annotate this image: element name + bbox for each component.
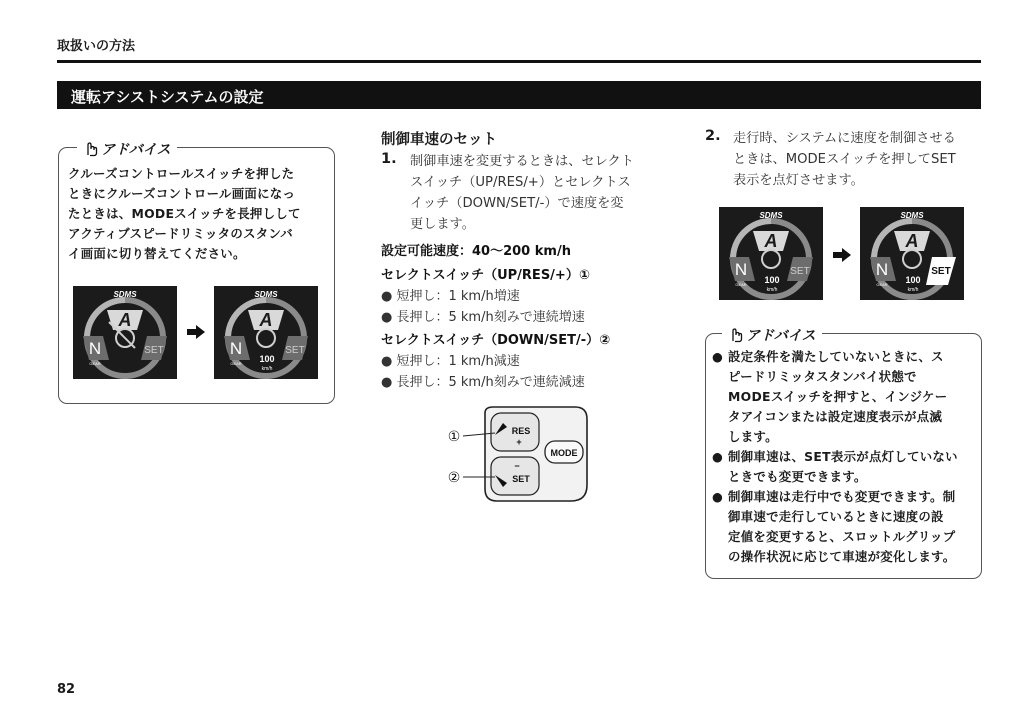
gear-small-label: GEAR	[876, 282, 888, 287]
step1-number: 1.	[381, 151, 397, 167]
advice-label-right	[722, 325, 822, 345]
gear-small-label: GEAR	[230, 361, 242, 366]
advice-label-text: アドバイス	[101, 142, 171, 158]
step1-line: スイッチ（UP/RES/+）とセレクトス	[410, 175, 631, 190]
advice-line: イ画面に切り替えてください。	[68, 246, 246, 261]
step1-line: 制御車速を変更するときは、セレクト	[410, 154, 634, 169]
set-indicator: SET	[285, 345, 305, 356]
speed-unit: km/h	[907, 287, 919, 293]
advice-line: 御車速で走行しているときに速度の設	[728, 509, 944, 524]
gear-letter: N	[734, 260, 748, 279]
gear-small-label: GEAR	[89, 361, 101, 366]
header-title: 取扱いの方法	[57, 39, 136, 54]
advice-bullet	[712, 447, 978, 487]
gear-letter: N	[875, 260, 889, 279]
set-indicator-lit: SET	[931, 266, 951, 277]
middle-heading: 制御車速のセット	[381, 132, 497, 148]
select-switch-diagram	[445, 405, 595, 505]
down-bullet: ● 長押し：5 km/h刻みで連続減速	[381, 375, 585, 390]
down-bullet-text: 長押し：5 km/h刻みで連続減速	[396, 375, 585, 390]
mode-button-label: MODE	[550, 448, 578, 458]
down-bullet: ● 短押し：1 km/h減速	[381, 354, 520, 369]
section-bar	[57, 81, 981, 109]
meter-display-set-on	[860, 207, 964, 300]
callout-1: ①	[447, 429, 461, 445]
advice-label-text: アドバイス	[746, 328, 816, 344]
advice-line: します。	[728, 429, 778, 444]
minus-label: −	[514, 461, 520, 471]
set-indicator: SET	[790, 266, 810, 277]
step1-line: イッチ（DOWN/SET/-）で速度を変	[410, 196, 624, 211]
advice-line: アクティブスピードリミッタのスタンバ	[68, 226, 293, 241]
advice-line: ピードリミッタスタンバイ状態で	[728, 369, 917, 384]
callout-2: ②	[447, 470, 461, 486]
advice-line: 制御車速は、SET表示が点灯していない	[728, 449, 958, 464]
advice-line: ときにクルーズコントロール画面になっ	[68, 186, 296, 201]
advice-line: クルーズコントロールスイッチを押した	[68, 166, 295, 181]
advice-line: ときでも変更できます。	[728, 469, 867, 484]
mode-letter: A	[118, 310, 132, 330]
speed-unit: km/h	[261, 366, 273, 372]
up-bullet: ● 長押し：5 km/h刻みで連続増速	[381, 310, 585, 325]
meter-display-speed	[214, 286, 318, 379]
speed-unit: km/h	[766, 287, 778, 293]
brand-label: SDMS	[900, 211, 924, 220]
header-rule	[57, 60, 981, 63]
pointing-hand-icon	[83, 141, 99, 157]
bullet-dot: ●	[712, 349, 724, 364]
section-title: 運転アシストシステムの設定	[71, 88, 264, 106]
gear-letter: N	[88, 339, 102, 358]
set-indicator: SET	[144, 345, 164, 356]
meter-display-standby	[73, 286, 177, 379]
speed-value: 100	[905, 275, 921, 285]
advice-line: タアイコンまたは設定速度表示が点滅	[728, 409, 943, 424]
arrow-right-icon	[187, 325, 205, 339]
bullet-dot: ●	[712, 489, 724, 504]
speed-range: 設定可能速度：40〜200 km/h	[381, 244, 571, 259]
advice-line: MODEスイッチを押すと、インジケー	[728, 389, 948, 404]
brand-label: SDMS	[254, 290, 278, 299]
advice-line: 設定条件を満たしていないときに、ス	[728, 349, 944, 364]
mode-letter: A	[764, 231, 778, 251]
advice-bullet	[712, 487, 978, 567]
speed-value: 100	[259, 354, 275, 364]
down-bullet-text: 短押し：1 km/h減速	[396, 354, 520, 369]
step2-number: 2.	[705, 128, 721, 144]
up-bullet: ● 短押し：1 km/h増速	[381, 289, 520, 304]
arrow-right-icon	[833, 248, 851, 262]
step2-line: ときは、MODEスイッチを押してSET	[733, 152, 956, 167]
speed-value: 100	[764, 275, 780, 285]
advice-bullet	[712, 347, 978, 447]
up-switch-label: セレクトスイッチ（UP/RES/+）①	[381, 268, 590, 283]
advice-line: 定値を変更すると、スロットルグリップ	[728, 529, 956, 544]
advice-line: たときは、MODEスイッチを長押しして	[68, 206, 301, 221]
res-label: RES	[511, 426, 531, 436]
advice-line: の操作状況に応じて車速が変化します。	[728, 549, 956, 564]
up-bullet-text: 長押し：5 km/h刻みで連続増速	[396, 310, 585, 325]
pointing-hand-icon	[728, 327, 744, 343]
gear-letter: N	[229, 339, 243, 358]
step2-line: 走行時、システムに速度を制御させる	[733, 131, 956, 146]
step1-text	[410, 151, 670, 235]
gear-small-label: GEAR	[735, 282, 747, 287]
set-label: SET	[512, 474, 530, 484]
bullet-dot: ●	[712, 449, 724, 464]
up-bullet-text: 短押し：1 km/h増速	[396, 289, 520, 304]
step2-line: 表示を点灯させます。	[733, 173, 864, 188]
brand-label: SDMS	[759, 211, 783, 220]
step1-line: 更します。	[410, 217, 475, 232]
mode-letter: A	[259, 310, 273, 330]
plus-label: +	[516, 437, 522, 447]
page-number: 82	[57, 682, 76, 697]
advice-label-left	[77, 139, 177, 159]
advice-line: 制御車速は走行中でも変更できます。制	[728, 489, 956, 504]
down-switch-label: セレクトスイッチ（DOWN/SET/-）②	[381, 333, 611, 348]
meter-display-before-set	[719, 207, 823, 300]
step2-text	[733, 128, 983, 191]
mode-letter: A	[905, 231, 919, 251]
advice-bullets-right	[712, 347, 978, 567]
brand-label: SDMS	[113, 290, 137, 299]
advice-text-left	[68, 164, 330, 264]
